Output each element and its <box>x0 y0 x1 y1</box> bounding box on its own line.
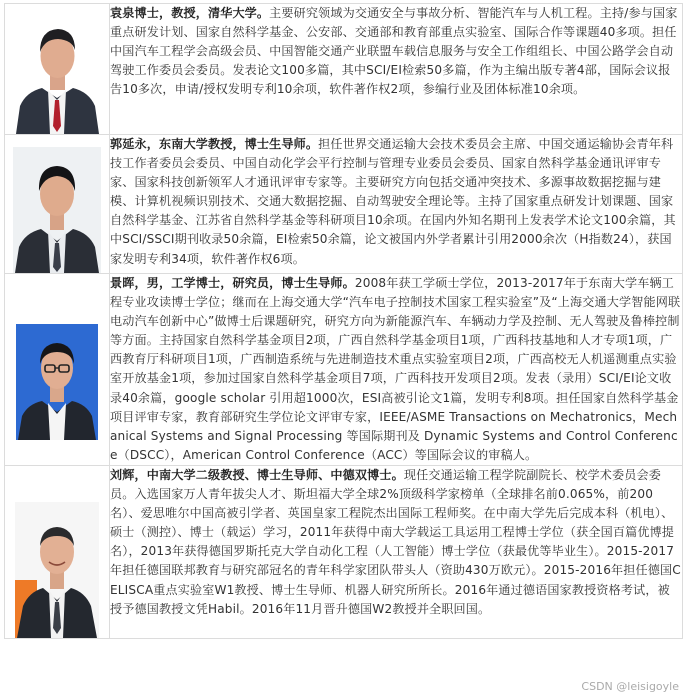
profile-name-title: 景晖，男，工学博士，研究员，博士生导师。 <box>110 276 355 290</box>
bio-text-cell <box>110 465 683 638</box>
bio-paragraph <box>110 135 682 269</box>
portrait-man-glasses-blue-background-icon <box>16 324 98 440</box>
bio-text-cell <box>110 4 683 135</box>
bio-paragraph <box>110 466 682 619</box>
photo-cell <box>5 4 110 135</box>
photo-cell <box>5 135 110 274</box>
profile-bio: 现任交通运输工程学院副院长、校学术委员会委员。入选国家万人青年拔尖人才、斯坦福大学全球2%顶级科学家榜单（全球排名前0.065%，前200名）、爱思唯尔中国高被引学者、英国皇家工程院杰出国际工程师奖。在中南大学先后完成本科（机电）、硕士（测控）、博士（载运）学习，2011年获得中南大学载运工具运用工程博士学位（获全国百篇优博提名），2013年获得德国罗斯托克大学自动化工程（人工智能）博士学位（获最优等毕业生）。2015-2017年担任德国联邦教育与研究部冠名的青年科学家团队带头人（资助430万欧元）。2015-2016年担任德国CELISCA重点实验室W1教授、博士生导师、机器人研究所所长。2016年通过德语国家教授资格考试，被授予德国教授文凭Habil。2016年11月晋升德国W2教授并全职回国。 <box>110 467 681 616</box>
bio-table <box>4 3 683 639</box>
bio-paragraph <box>110 274 682 465</box>
bio-text-cell <box>110 274 683 466</box>
profile-row <box>5 465 683 638</box>
bio-paragraph <box>110 4 682 99</box>
profile-bio: 2008年获工学硕士学位，2013-2017年于东南大学车辆工程专业攻读博士学位；继而在上海交通大学“汽车电子控制技术国家工程实验室”及“上海交通大学智能网联电动汽车创新中心”做博士后课题研究，研究方向为新能源汽车、车辆动力学及控制、无人驾驶及鲁棒控制等方面。主持国家自然科学基金项目2项，广西自然科学基金项目1项，广西科技基地和人才专项1项，广西教育厅科研项目1项，广西制造系统与先进制造技术重点实验室项目2项，广西高校无人机遥测重点实验室开放基金1项，参加过国家自然科学基金项目7项，广西科技开发项目2项。发表（录用）SCI/EI论文收录40余篇，google scholar 引用超1000次，ESI高被引论文1篇，发明专利8项。担任国家自然科学基金项目评审专家，教育部研究生学位论文评审专家，IEEE/ASME Transactions on Mechatronics，Mechanical Systems and Signal Processing 等国际期刊及 Dynamic Systems and Control Conference（DSCC），American Control Conference（ACC）等国际会议的审稿人。 <box>110 276 681 462</box>
profile-row <box>5 274 683 466</box>
profile-bio: 担任世界交通运输大会技术委员会主席、中国交通运输协会青年科技工作者委员会委员、中国自动化学会平行控制与管理专业委员会委员、国家自然科学基金通讯评审专家、国家科技创新领军人才通讯评审专家等。主要研究方向包括交通冲突技术、多源事故数据挖掘与建模、计算机视频识别技术、交通大数据挖掘、自动驾驶安全理论等。主持了国家重点研发计划课题、国家自然科学基金、江苏省自然科学基金等科研项目10余项。在国内外知名期刊上发表学术论文100余篇，其中SCI/SSCI期刊收录50余篇，EI检索50余篇，论文被国内外学者累计引用2000余次（H指数24），获国家发明专利34项，软件著作权6项。 <box>110 137 676 266</box>
portrait-man-dark-suit-icon <box>13 147 101 273</box>
profile-bio: 主要研究领域为交通安全与事故分析、智能汽车与人机工程。主持/参与国家重点研发计划、国家自然科学基金、公安部、交通部和教育部重点实验室、国际合作等课题40多项。担任中国汽车工程学会高级会员、中国智能交通产业联盟车载信息服务与安全工作组组长、中国公路学会自动驾驶工作委员会委员。发表论文100多篇，其中SCI/EI检索50多篇，作为主编出版专著4部，国际会议报告10多次，申请/授权发明专利10余项，软件著作权2项，参编行业及团体标准10余项。 <box>110 6 678 97</box>
photo-cell <box>5 465 110 638</box>
profile-name-title: 刘辉，中南大学二级教授、博士生导师、中德双博士。 <box>110 467 404 482</box>
photo-cell <box>5 274 110 466</box>
bio-text-cell <box>110 135 683 274</box>
profile-row <box>5 4 683 135</box>
profile-name-title: 袁泉博士，教授，清华大学。 <box>110 6 270 20</box>
csdn-watermark: CSDN @leisigoyle <box>581 680 679 693</box>
profile-row <box>5 135 683 274</box>
profile-name-title: 郭延永，东南大学教授，博士生导师。 <box>110 137 319 151</box>
portrait-man-smiling-orange-object-icon <box>15 502 99 638</box>
portrait-man-suit-red-tie-icon <box>12 8 103 134</box>
